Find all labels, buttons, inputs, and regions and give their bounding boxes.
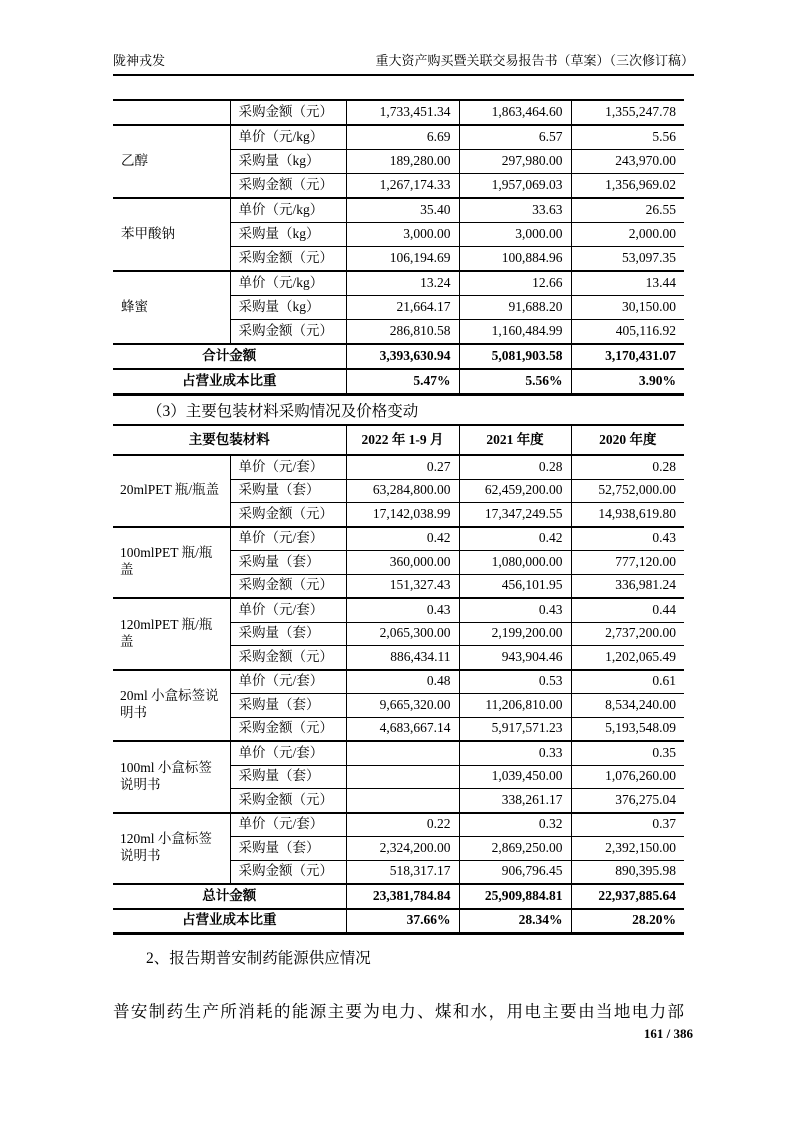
- summary-value-cell: 28.34%: [459, 909, 571, 934]
- value-cell: 2,392,150.00: [571, 837, 684, 861]
- value-cell: 30,150.00: [571, 296, 684, 320]
- metric-cell: 单价（元/套）: [230, 670, 346, 694]
- total-row: [113, 344, 684, 369]
- material-name-cell: 20mlPET 瓶/瓶盖: [113, 455, 230, 527]
- metric-cell: 采购金额（元）: [230, 503, 346, 527]
- value-cell: 890,395.98: [571, 860, 684, 884]
- value-cell: 35.40: [346, 198, 459, 223]
- summary-value-cell: 5.56%: [459, 369, 571, 395]
- material-name-cell: 120mlPET 瓶/瓶盖: [113, 598, 230, 670]
- summary-value-cell: 25,909,884.81: [459, 884, 571, 909]
- value-cell: 0.43: [571, 527, 684, 551]
- material-name-cell: [113, 100, 230, 125]
- value-cell: 0.33: [459, 741, 571, 765]
- summary-label-cell: 合计金额: [113, 344, 346, 369]
- value-cell: 0.32: [459, 813, 571, 837]
- summary-value-cell: 22,937,885.64: [571, 884, 684, 909]
- raw-materials-table-wrapper: [113, 99, 684, 396]
- value-cell: 0.22: [346, 813, 459, 837]
- metric-cell: 采购量（套）: [230, 479, 346, 503]
- value-cell: 13.24: [346, 271, 459, 296]
- value-cell: 1,733,451.34: [346, 100, 459, 125]
- value-cell: 21,664.17: [346, 296, 459, 320]
- material-name-cell: 苯甲酸钠: [113, 198, 230, 271]
- metric-cell: 采购金额（元）: [230, 574, 346, 598]
- metric-cell: 采购金额（元）: [230, 646, 346, 670]
- value-cell: 8,534,240.00: [571, 694, 684, 718]
- material-name-cell: 蜂蜜: [113, 271, 230, 344]
- value-cell: 1,039,450.00: [459, 765, 571, 789]
- value-cell: 336,981.24: [571, 574, 684, 598]
- value-cell: 5,193,548.09: [571, 717, 684, 741]
- value-cell: 3,000.00: [459, 223, 571, 247]
- table-row: [113, 455, 684, 479]
- value-cell: 106,194.69: [346, 247, 459, 272]
- metric-cell: 采购金额（元）: [230, 247, 346, 272]
- value-cell: 906,796.45: [459, 860, 571, 884]
- summary-value-cell: 23,381,784.84: [346, 884, 459, 909]
- table-row: [113, 741, 684, 765]
- summary-value-cell: 5,081,903.58: [459, 344, 571, 369]
- value-cell: 4,683,667.14: [346, 717, 459, 741]
- summary-label-cell: 占营业成本比重: [113, 369, 346, 395]
- value-cell: 91,688.20: [459, 296, 571, 320]
- value-cell: [346, 741, 459, 765]
- value-cell: 5.56: [571, 125, 684, 150]
- value-cell: 0.37: [571, 813, 684, 837]
- value-cell: 286,810.58: [346, 320, 459, 345]
- column-header-material: 主要包装材料: [113, 425, 346, 455]
- metric-cell: 采购金额（元）: [230, 789, 346, 813]
- table-row: [113, 271, 684, 296]
- metric-cell: 采购量（套）: [230, 551, 346, 575]
- metric-cell: 单价（元/kg）: [230, 271, 346, 296]
- value-cell: 12.66: [459, 271, 571, 296]
- total-row: [113, 884, 684, 909]
- value-cell: [346, 765, 459, 789]
- value-cell: 62,459,200.00: [459, 479, 571, 503]
- value-cell: 2,869,250.00: [459, 837, 571, 861]
- value-cell: 14,938,619.80: [571, 503, 684, 527]
- value-cell: 456,101.95: [459, 574, 571, 598]
- value-cell: 0.28: [459, 455, 571, 479]
- value-cell: 943,904.46: [459, 646, 571, 670]
- metric-cell: 采购量（套）: [230, 622, 346, 646]
- metric-cell: 采购金额（元）: [230, 320, 346, 345]
- sub-heading-energy-supply: 2、报告期普安制药能源供应情况: [146, 950, 371, 967]
- value-cell: 338,261.17: [459, 789, 571, 813]
- summary-value-cell: 5.47%: [346, 369, 459, 395]
- value-cell: 1,076,260.00: [571, 765, 684, 789]
- value-cell: 53,097.35: [571, 247, 684, 272]
- metric-cell: 采购金额（元）: [230, 717, 346, 741]
- table-row: [113, 670, 684, 694]
- metric-cell: 单价（元/套）: [230, 813, 346, 837]
- table-row: [113, 125, 684, 150]
- table-row: [113, 813, 684, 837]
- metric-cell: 采购金额（元）: [230, 860, 346, 884]
- value-cell: 11,206,810.00: [459, 694, 571, 718]
- value-cell: 777,120.00: [571, 551, 684, 575]
- column-header-period: 2021 年度: [459, 425, 571, 455]
- raw-materials-table: [113, 99, 684, 396]
- value-cell: 2,199,200.00: [459, 622, 571, 646]
- table-row: [113, 198, 684, 223]
- value-cell: 13.44: [571, 271, 684, 296]
- value-cell: 243,970.00: [571, 150, 684, 174]
- value-cell: 2,737,200.00: [571, 622, 684, 646]
- value-cell: 33.63: [459, 198, 571, 223]
- table-row-continued: [113, 100, 684, 125]
- metric-cell: 单价（元/kg）: [230, 198, 346, 223]
- value-cell: 0.42: [346, 527, 459, 551]
- value-cell: 0.61: [571, 670, 684, 694]
- summary-value-cell: 37.66%: [346, 909, 459, 934]
- metric-cell: 单价（元/kg）: [230, 125, 346, 150]
- metric-cell: 采购量（kg）: [230, 296, 346, 320]
- metric-cell: 单价（元/套）: [230, 527, 346, 551]
- column-header-period: 2022 年 1-9 月: [346, 425, 459, 455]
- summary-value-cell: 3,393,630.94: [346, 344, 459, 369]
- value-cell: 0.43: [346, 598, 459, 622]
- value-cell: 376,275.04: [571, 789, 684, 813]
- table-row: [113, 527, 684, 551]
- value-cell: 17,347,249.55: [459, 503, 571, 527]
- summary-value-cell: 28.20%: [571, 909, 684, 934]
- body-paragraph: 普安制药生产所消耗的能源主要为电力、煤和水，用电主要由当地电力部: [113, 1002, 685, 1021]
- value-cell: 9,665,320.00: [346, 694, 459, 718]
- value-cell: 2,000.00: [571, 223, 684, 247]
- value-cell: 405,116.92: [571, 320, 684, 345]
- packaging-table-header-row: [113, 425, 684, 455]
- value-cell: 0.42: [459, 527, 571, 551]
- value-cell: 189,280.00: [346, 150, 459, 174]
- summary-value-cell: 3,170,431.07: [571, 344, 684, 369]
- value-cell: 2,324,200.00: [346, 837, 459, 861]
- metric-cell: 采购量（套）: [230, 765, 346, 789]
- metric-cell: 采购量（kg）: [230, 223, 346, 247]
- value-cell: 1,267,174.33: [346, 174, 459, 199]
- metric-cell: 采购量（套）: [230, 694, 346, 718]
- ratio-row: [113, 369, 684, 395]
- packaging-materials-table: [113, 424, 684, 935]
- value-cell: 6.69: [346, 125, 459, 150]
- metric-cell: 采购量（kg）: [230, 150, 346, 174]
- value-cell: 26.55: [571, 198, 684, 223]
- value-cell: 297,980.00: [459, 150, 571, 174]
- summary-label-cell: 总计金额: [113, 884, 346, 909]
- value-cell: 2,065,300.00: [346, 622, 459, 646]
- page-number: 161 / 386: [643, 1026, 693, 1041]
- value-cell: 0.43: [459, 598, 571, 622]
- value-cell: 518,317.17: [346, 860, 459, 884]
- value-cell: 0.44: [571, 598, 684, 622]
- value-cell: 5,917,571.23: [459, 717, 571, 741]
- value-cell: 1,356,969.02: [571, 174, 684, 199]
- metric-cell: 单价（元/套）: [230, 741, 346, 765]
- column-header-period: 2020 年度: [571, 425, 684, 455]
- header-document-title: 重大资产购买暨关联交易报告书（草案）（三次修订稿）: [375, 53, 694, 68]
- packaging-materials-table-wrapper: [113, 424, 684, 935]
- ratio-row: [113, 909, 684, 934]
- value-cell: 17,142,038.99: [346, 503, 459, 527]
- value-cell: 151,327.43: [346, 574, 459, 598]
- material-name-cell: 20ml 小盒标签说明书: [113, 670, 230, 742]
- value-cell: 3,000.00: [346, 223, 459, 247]
- value-cell: 1,355,247.78: [571, 100, 684, 125]
- value-cell: 52,752,000.00: [571, 479, 684, 503]
- summary-value-cell: 3.90%: [571, 369, 684, 395]
- value-cell: 1,863,464.60: [459, 100, 571, 125]
- value-cell: 1,957,069.03: [459, 174, 571, 199]
- value-cell: 0.35: [571, 741, 684, 765]
- summary-label-cell: 占营业成本比重: [113, 909, 346, 934]
- value-cell: 1,202,065.49: [571, 646, 684, 670]
- value-cell: 0.27: [346, 455, 459, 479]
- metric-cell: 采购金额（元）: [230, 174, 346, 199]
- material-name-cell: 100ml 小盒标签说明书: [113, 741, 230, 813]
- metric-cell: 采购量（套）: [230, 837, 346, 861]
- value-cell: 0.48: [346, 670, 459, 694]
- value-cell: 0.28: [571, 455, 684, 479]
- value-cell: 886,434.11: [346, 646, 459, 670]
- section-heading-packaging: （3）主要包装材料采购情况及价格变动: [147, 403, 419, 420]
- value-cell: 1,080,000.00: [459, 551, 571, 575]
- value-cell: 0.53: [459, 670, 571, 694]
- value-cell: 1,160,484.99: [459, 320, 571, 345]
- material-name-cell: 100mlPET 瓶/瓶盖: [113, 527, 230, 599]
- metric-cell: 单价（元/套）: [230, 598, 346, 622]
- table-row: [113, 598, 684, 622]
- value-cell: [346, 789, 459, 813]
- value-cell: 360,000.00: [346, 551, 459, 575]
- metric-cell: 单价（元/套）: [230, 455, 346, 479]
- header-company-name: 陇神戎发: [113, 53, 166, 68]
- material-name-cell: 120ml 小盒标签说明书: [113, 813, 230, 885]
- value-cell: 63,284,800.00: [346, 479, 459, 503]
- page-header: [113, 50, 694, 76]
- value-cell: 6.57: [459, 125, 571, 150]
- material-name-cell: 乙醇: [113, 125, 230, 198]
- value-cell: 100,884.96: [459, 247, 571, 272]
- metric-cell: 采购金额（元）: [230, 100, 346, 125]
